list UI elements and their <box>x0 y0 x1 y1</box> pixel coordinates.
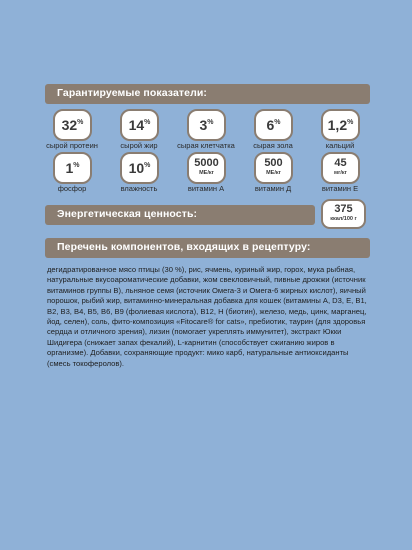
fiber-value: 3 <box>199 117 208 133</box>
moisture-sup: % <box>144 162 151 169</box>
fat-badge <box>120 109 159 141</box>
calcium-label: кальций <box>325 141 355 150</box>
vitamin-d-value: 500 <box>264 157 283 169</box>
ash-label: сырая зола <box>253 141 293 150</box>
moisture-value: 10 <box>128 160 145 176</box>
vitamin-a-label: витамин А <box>187 184 225 193</box>
fiber-badge <box>187 109 226 141</box>
calcium-badge <box>321 109 360 141</box>
protein-badge <box>53 109 92 141</box>
moisture-badge <box>120 152 159 184</box>
vitamin-a-unit: МЕ/кг <box>199 170 214 176</box>
fat-label: сырой жир <box>120 141 158 150</box>
energy-unit: ккал/100 г <box>330 216 357 222</box>
fiber-label: сырая клетчатка <box>177 141 235 150</box>
composition-text: дегидратированное мясо птицы (30 %), рис, ячмень, куриный жир, горох, мука рыбная, натуральные вкусоароматические добавки, жом свекловичный, пивные дрожжи (источник витаминов группы В), льняное семя (источник Омега-3 и Омега-6 жирных кислот), яичный порошок, рыбий жир, витаминно-минеральная добавка для кошек (витамины А, D3, Е, В1, В2, В3, В4, В5, В6, В9 (фолиевая кислота), В12, Н (биотин), железо, медь, цинк, марганец, йод, селен), соль, фито-композиция «Fitocare® for cats», пребиотик, таурин (для здоровья сердца и отличного зрения), лизин (помогает укреплять иммунитет), экстракт Юкки Шидигера (снижает запах фекалий), L-карнитин (способствует сжиганию жиров в организме). Добавки, сохраняющие продукт: мико карб, натуральные антиоксиданты (смесь токоферолов). <box>47 265 367 368</box>
vitamin-d-label: витамин Д <box>254 184 292 193</box>
vitamin-a-value: 5000 <box>194 157 219 169</box>
guaranteed-header <box>45 84 370 104</box>
phosphorus-label: фосфор <box>57 184 87 193</box>
composition-title: Перечень компонентов, входящих в рецептуру: <box>57 241 311 253</box>
ash-value: 6 <box>266 117 275 133</box>
vitamin-d-badge <box>254 152 293 184</box>
vitamin-e-label: витамин Е <box>321 184 359 193</box>
vitamin-e-value: 45 <box>334 157 347 169</box>
phosphorus-sup: % <box>73 162 80 169</box>
composition-header <box>45 238 370 258</box>
fiber-sup: % <box>207 119 214 126</box>
calcium-value: 1,2 <box>327 117 348 133</box>
protein-label: сырой протеин <box>46 141 98 150</box>
moisture-label: влажность <box>120 184 158 193</box>
fat-sup: % <box>144 119 151 126</box>
vitamin-d-unit: МЕ/кг <box>266 170 281 176</box>
vitamin-a-badge <box>187 152 226 184</box>
ash-badge <box>254 109 293 141</box>
energy-badge <box>321 199 366 229</box>
guaranteed-title: Гарантируемые показатели: <box>57 87 208 99</box>
fat-value: 14 <box>128 117 145 133</box>
phosphorus-value: 1 <box>65 160 74 176</box>
energy-value: 375 <box>334 203 353 215</box>
protein-value: 32 <box>61 117 78 133</box>
phosphorus-badge <box>53 152 92 184</box>
protein-sup: % <box>77 119 84 126</box>
calcium-sup: % <box>347 119 354 126</box>
energy-title: Энергетическая ценность: <box>57 208 198 220</box>
ash-sup: % <box>274 119 281 126</box>
energy-header <box>45 205 315 225</box>
vitamin-e-badge <box>321 152 360 184</box>
vitamin-e-unit: мг/кг <box>334 170 347 176</box>
